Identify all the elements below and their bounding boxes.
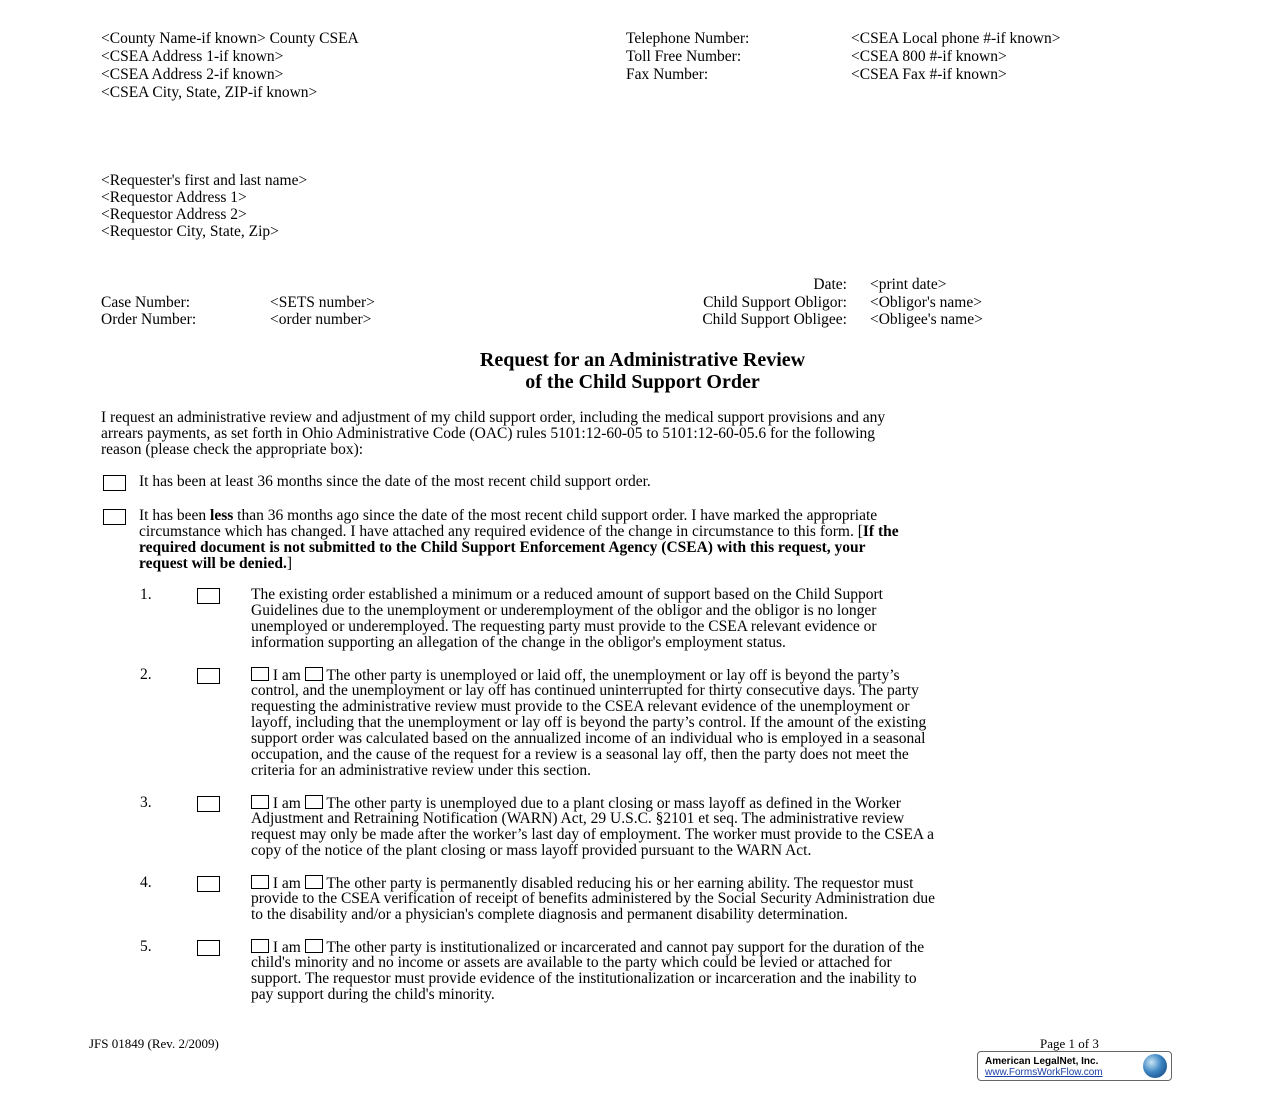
agency-contact-values: [851, 30, 1061, 84]
intro-line: I request an administrative review and adjustment of my child support order, including the medical support provisions and any: [101, 409, 886, 426]
case-number-label: Case Number:: [101, 294, 191, 311]
page-subtitle: of the Child Support Order: [525, 371, 760, 393]
order-number-value: <order number>: [270, 311, 372, 328]
requester-name: <Requester's first and last name>: [101, 172, 308, 189]
option-b-warning: request will be denied.]: [139, 555, 293, 572]
date-label: Date:: [813, 276, 847, 293]
option-36-months-checkbox[interactable]: [103, 475, 126, 491]
logo-company: American LegalNet, Inc.: [985, 1056, 1099, 1067]
item-line: The existing order established a minimum or a reduced amount of support based on the Child Support: [251, 586, 883, 603]
fax-value: <CSEA Fax #-if known>: [851, 66, 1007, 83]
item-number: 5.: [140, 938, 152, 955]
agency-address-1: <CSEA Address 1-if known>: [101, 48, 284, 65]
obligee-value: <Obligee's name>: [870, 311, 983, 328]
item-line: Adjustment and Retraining Notification (WARN) Act, 29 U.S.C. §2101 et seq. The administrative review: [251, 810, 905, 827]
fax-label: Fax Number:: [626, 66, 709, 83]
item-5-checkbox[interactable]: [197, 940, 220, 956]
item-line: request may only be made after the worker’s last day of employment. The worker must provide to the CSEA a: [251, 826, 934, 843]
obligor-label: Child Support Obligor:: [703, 294, 847, 311]
item-line: Guidelines due to the unemployment or underemployment of the obligor and the obligor is no longer: [251, 602, 877, 619]
item-2-checkbox[interactable]: [197, 668, 220, 684]
item-2-text: [251, 667, 926, 779]
item-first-line: I am The other party is permanently disabled reducing his or her earning ability. The requestor must: [251, 875, 935, 891]
item-2-other-party-checkbox[interactable]: [305, 667, 323, 681]
intro-line: reason (please check the appropriate box):: [101, 441, 364, 458]
item-4-other-party-checkbox[interactable]: [305, 875, 323, 889]
obligor-value: <Obligor's name>: [870, 294, 982, 311]
item-5-i-am-checkbox[interactable]: [251, 939, 269, 953]
item-line: to the disability and/or a physician's complete diagnosis and permanent disability determination.: [251, 906, 848, 923]
form-id: JFS 01849 (Rev. 2/2009): [89, 1036, 219, 1051]
item-1-text: [251, 587, 883, 651]
item-line: occupation, and the cause of the request for a review is a seasonal lay off, then the party does not meet the: [251, 746, 909, 763]
page-title: Request for an Administrative Review: [479, 349, 806, 371]
item-line: control, and the unemployment or lay off has continued uninterrupted for thirty consecutive days. The party: [251, 682, 919, 699]
page-number: Page 1 of 3: [1040, 1036, 1099, 1051]
toll-free-label: Toll Free Number:: [626, 48, 742, 65]
intro-line: arrears payments, as set forth in Ohio Administrative Code (OAC) rules 5101:12-60-05 to 5101:12-60-05.6 for the following: [101, 425, 876, 442]
requester-city-state-zip: <Requestor City, State, Zip>: [101, 223, 279, 240]
item-3-i-am-checkbox[interactable]: [251, 795, 269, 809]
agency-city-state-zip: <CSEA City, State, ZIP-if known>: [101, 84, 318, 101]
item-3-other-party-checkbox[interactable]: [305, 795, 323, 809]
item-number: 1.: [140, 586, 152, 603]
item-line: pay support during the child's minority.: [251, 986, 495, 1003]
item-3-checkbox[interactable]: [197, 796, 220, 812]
item-line: child's minority and no income or assets are available to the party which could be levied or attached for: [251, 954, 892, 971]
item-5-text: [251, 939, 924, 1003]
legalnet-logo[interactable]: [977, 1051, 1172, 1081]
obligee-label: Child Support Obligee:: [702, 311, 847, 328]
telephone-value: <CSEA Local phone #-if known>: [851, 30, 1061, 47]
agency-address-2: <CSEA Address 2-if known>: [101, 66, 284, 83]
option-b-line: circumstance which has changed. I have attached any required evidence of the change in circumstance to this form. [If the: [139, 523, 899, 540]
item-2-i-am-checkbox[interactable]: [251, 667, 269, 681]
item-line: layoff, including that the unemployment or lay off is beyond the party’s control. If the amount of the existing: [251, 714, 927, 731]
item-number: 4.: [140, 874, 152, 891]
item-line: support. The requestor must provide evidence of the institutionalization or incarceration and the inability to: [251, 970, 917, 987]
requester-address: [101, 172, 307, 240]
toll-free-value: <CSEA 800 #-if known>: [851, 48, 1007, 65]
item-line: information supporting an allegation of the change in the obligor's employment status.: [251, 634, 786, 651]
item-line: copy of the notice of the plant closing or mass layoff provided pursuant to the WARN Act.: [251, 842, 812, 859]
item-number: 2.: [140, 666, 152, 683]
intro-paragraph: [101, 410, 885, 458]
item-number: 3.: [140, 794, 152, 811]
item-first-line: I am The other party is unemployed or laid off, the unemployment or lay off is beyond the party’s: [251, 667, 926, 683]
item-3-text: [251, 795, 934, 859]
telephone-label: Telephone Number:: [626, 30, 750, 47]
item-line: provide to the CSEA verification of receipt of benefits administered by the Social Security Administration due: [251, 890, 935, 907]
item-5-other-party-checkbox[interactable]: [305, 939, 323, 953]
agency-contact-labels: [626, 30, 749, 84]
item-first-line: I am The other party is unemployed due to a plant closing or mass layoff as defined in the Worker: [251, 795, 934, 811]
option-less-than-36-months-checkbox[interactable]: [103, 509, 126, 525]
agency-address: [101, 30, 359, 102]
agency-name: <County Name-if known> County CSEA: [101, 30, 359, 47]
logo-url-link[interactable]: www.FormsWorkFlow.com: [985, 1067, 1103, 1078]
item-4-i-am-checkbox[interactable]: [251, 875, 269, 889]
option-b-line: It has been less than 36 months ago since the date of the most recent child support order. I have marked the appropriate: [139, 507, 878, 524]
option-b-warning: required document is not submitted to the Child Support Enforcement Agency (CSEA) with this request, your: [139, 539, 866, 556]
item-4-text: [251, 875, 935, 923]
item-line: support order was calculated based on the annualized income of an individual who is employed in a seasonal: [251, 730, 926, 747]
item-4-checkbox[interactable]: [197, 876, 220, 892]
globe-icon: [1143, 1054, 1167, 1078]
option-less-than-36-months-text: [139, 508, 899, 572]
date-value: <print date>: [870, 276, 947, 293]
case-number-value: <SETS number>: [270, 294, 375, 311]
requester-address-2: <Requestor Address 2>: [101, 206, 247, 223]
item-line: requesting the administrative review must provide to the CSEA relevant evidence of the unemployment or: [251, 698, 910, 715]
item-line: criteria for an administrative review under this section.: [251, 762, 592, 779]
order-number-label: Order Number:: [101, 311, 197, 328]
item-1-checkbox[interactable]: [197, 588, 220, 604]
item-line: unemployed or underemployed. The requesting party must provide to the CSEA relevant evidence or: [251, 618, 877, 635]
item-first-line: I am The other party is institutionalized or incarcerated and cannot pay support for the duration of the: [251, 939, 924, 955]
option-36-months-label: It has been at least 36 months since the date of the most recent child support order.: [139, 473, 651, 490]
requester-address-1: <Requestor Address 1>: [101, 189, 247, 206]
